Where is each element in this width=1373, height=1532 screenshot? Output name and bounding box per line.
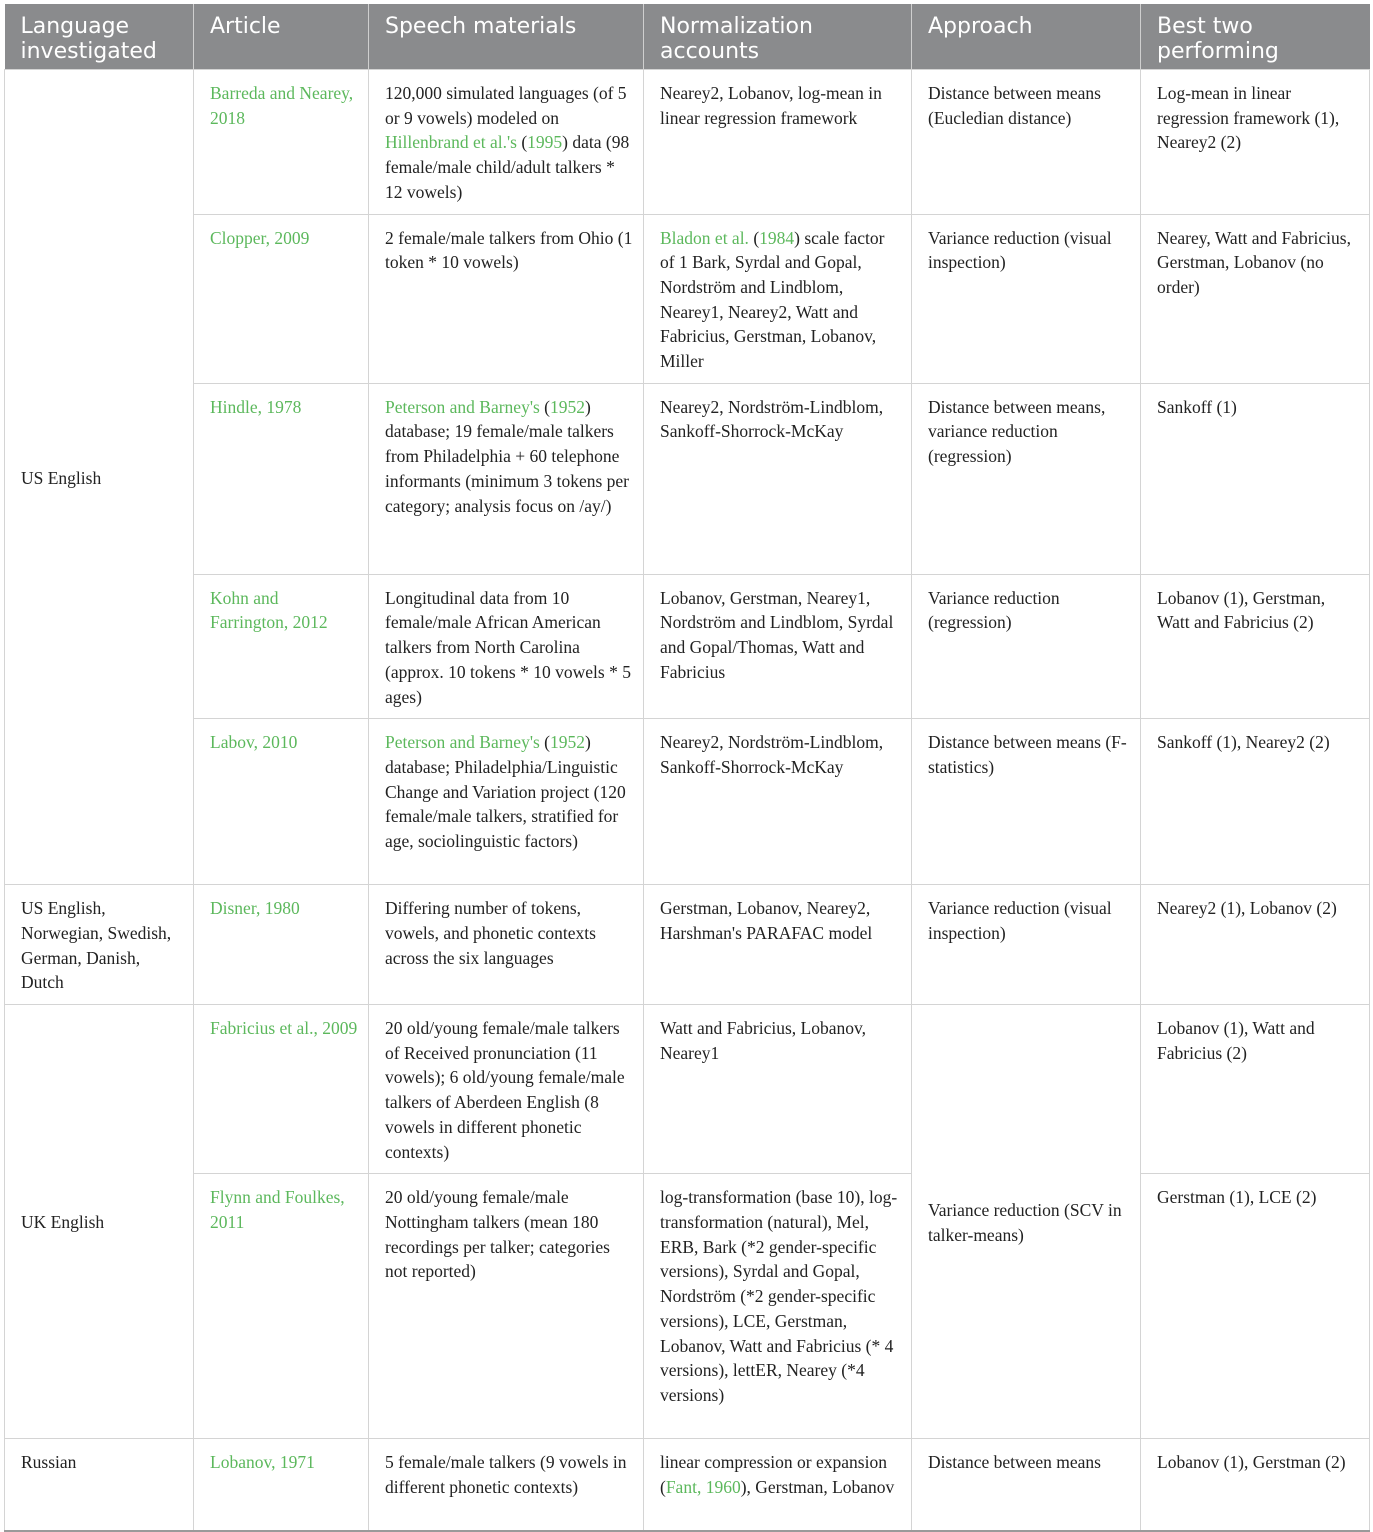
- approach-cell: Distance between means, variance reduction (regression): [912, 383, 1141, 574]
- table-row: [5, 70, 1370, 215]
- normalization-cell: Nearey2, Lobanov, log-mean in linear regression framework: [644, 70, 912, 215]
- language-cell: US English: [5, 70, 194, 885]
- language-cell: Russian: [5, 1439, 194, 1531]
- article-link[interactable]: Hindle, 1978: [194, 383, 369, 574]
- speech-materials-cell: 20 old/young female/male talkers of Received pronunciation (11 vowels); 6 old/young female/male talkers of Aberdeen English (8 vowels in different phonetic contexts): [369, 1005, 644, 1174]
- article-link[interactable]: Fabricius et al., 2009: [194, 1005, 369, 1174]
- speech-materials-cell: Longitudinal data from 10 female/male African American talkers from North Carolina (approx. 10 tokens * 10 vowels * 5 ages): [369, 574, 644, 719]
- best-performing-cell: Sankoff (1), Nearey2 (2): [1141, 719, 1370, 885]
- citation-link[interactable]: Bladon et al.: [660, 227, 749, 248]
- citation-link[interactable]: Peterson and Barney's: [385, 732, 540, 753]
- approach-cell: Variance reduction (SCV in talker-means): [912, 1005, 1141, 1439]
- citation-year-link[interactable]: 1984: [759, 227, 795, 248]
- header-best-two-performing: Best two performing: [1141, 4, 1370, 70]
- normalization-cell: linear compression or expansion (Fant, 1960), Gerstman, Lobanov: [644, 1439, 912, 1531]
- article-link[interactable]: Clopper, 2009: [194, 214, 369, 383]
- article-link[interactable]: Flynn and Foulkes, 2011: [194, 1174, 369, 1439]
- normalization-cell: Gerstman, Lobanov, Nearey2, Harshman's PARAFAC model: [644, 885, 912, 1005]
- table-row: [5, 1005, 1370, 1174]
- normalization-cell: Bladon et al. (1984) scale factor of 1 Bark, Syrdal and Gopal, Nordström and Lindblom, Nearey1, Nearey2, Watt and Fabricius, Gerstman, Lobanov, Miller: [644, 214, 912, 383]
- normalization-cell: Lobanov, Gerstman, Nearey1, Nordström and Lindblom, Syrdal and Gopal/Thomas, Watt and Fabricius: [644, 574, 912, 719]
- best-performing-cell: Nearey2 (1), Lobanov (2): [1141, 885, 1370, 1005]
- best-performing-cell: Lobanov (1), Gerstman (2): [1141, 1439, 1370, 1531]
- best-performing-cell: Lobanov (1), Watt and Fabricius (2): [1141, 1005, 1370, 1174]
- speech-materials-cell: Peterson and Barney's (1952) database; Philadelphia/Linguistic Change and Variation project (120 female/male talkers, stratified for age, sociolinguistic factors): [369, 719, 644, 885]
- approach-cell: Variance reduction (visual inspection): [912, 214, 1141, 383]
- speech-materials-cell: Peterson and Barney's (1952) database; 19 female/male talkers from Philadelphia + 60 telephone informants (minimum 3 tokens per category; analysis focus on /ay/): [369, 383, 644, 574]
- approach-cell: Variance reduction (regression): [912, 574, 1141, 719]
- article-link[interactable]: Labov, 2010: [194, 719, 369, 885]
- best-performing-cell: Log-mean in linear regression framework (1), Nearey2 (2): [1141, 70, 1370, 215]
- speech-materials-cell: 20 old/young female/male Nottingham talkers (mean 180 recordings per talker; categories not reported): [369, 1174, 644, 1439]
- table-row: [5, 719, 1370, 885]
- approach-cell: Distance between means: [912, 1439, 1141, 1531]
- table-row: [5, 1439, 1370, 1531]
- table-row: [5, 574, 1370, 719]
- approach-cell: Distance between means (Eucledian distance): [912, 70, 1141, 215]
- approach-cell: Distance between means (F-statistics): [912, 719, 1141, 885]
- normalization-cell: log-transformation (base 10), log-transformation (natural), Mel, ERB, Bark (*2 gender-specific versions), Syrdal and Gopal, Nordström (*2 gender-specific versions), LCE, Gerstman, Lobanov, Watt and Fabricius (* 4 versions), lettER, Nearey (*4 versions): [644, 1174, 912, 1439]
- table-row: [5, 1174, 1370, 1439]
- normalization-cell: Nearey2, Nordström-Lindblom, Sankoff-Shorrock-McKay: [644, 719, 912, 885]
- speech-materials-cell: 2 female/male talkers from Ohio (1 token * 10 vowels): [369, 214, 644, 383]
- header-normalization-accounts: Normalization accounts: [644, 4, 912, 70]
- article-link[interactable]: Lobanov, 1971: [194, 1439, 369, 1531]
- table-row: [5, 383, 1370, 574]
- language-cell: UK English: [5, 1005, 194, 1439]
- speech-materials-cell: 5 female/male talkers (9 vowels in different phonetic contexts): [369, 1439, 644, 1531]
- header-row: [5, 4, 1370, 70]
- table-row: [5, 885, 1370, 1005]
- header-approach: Approach: [912, 4, 1141, 70]
- article-link[interactable]: Disner, 1980: [194, 885, 369, 1005]
- best-performing-cell: Lobanov (1), Gerstman, Watt and Fabricius (2): [1141, 574, 1370, 719]
- header-article: Article: [194, 4, 369, 70]
- citation-year-link[interactable]: 1952: [550, 396, 585, 417]
- speech-materials-cell: Differing number of tokens, vowels, and phonetic contexts across the six languages: [369, 885, 644, 1005]
- header-language: Language investigated: [5, 4, 194, 70]
- citation-link[interactable]: Peterson and Barney's: [385, 396, 540, 417]
- normalization-cell: Nearey2, Nordström-Lindblom, Sankoff-Shorrock-McKay: [644, 383, 912, 574]
- header-speech-materials: Speech materials: [369, 4, 644, 70]
- citation-year-link[interactable]: 1995: [527, 132, 563, 153]
- speech-materials-cell: 120,000 simulated languages (of 5 or 9 vowels) modeled on Hillenbrand et al.'s (1995) data (98 female/male child/adult talkers * 12 vowels): [369, 70, 644, 215]
- language-cell: US English, Norwegian, Swedish, German, Danish, Dutch: [5, 885, 194, 1005]
- best-performing-cell: Nearey, Watt and Fabricius, Gerstman, Lobanov (no order): [1141, 214, 1370, 383]
- approach-cell: Variance reduction (visual inspection): [912, 885, 1141, 1005]
- best-performing-cell: Gerstman (1), LCE (2): [1141, 1174, 1370, 1439]
- best-performing-cell: Sankoff (1): [1141, 383, 1370, 574]
- citation-link[interactable]: Hillenbrand et al.'s: [385, 132, 517, 153]
- citation-year-link[interactable]: 1952: [550, 732, 585, 753]
- article-link[interactable]: Kohn and Farrington, 2012: [194, 574, 369, 719]
- normalization-cell: Watt and Fabricius, Lobanov, Nearey1: [644, 1005, 912, 1174]
- article-link[interactable]: Barreda and Nearey, 2018: [194, 70, 369, 215]
- citation-link[interactable]: Fant, 1960: [665, 1476, 741, 1497]
- normalization-studies-table: [4, 4, 1370, 1532]
- table-row: [5, 214, 1370, 383]
